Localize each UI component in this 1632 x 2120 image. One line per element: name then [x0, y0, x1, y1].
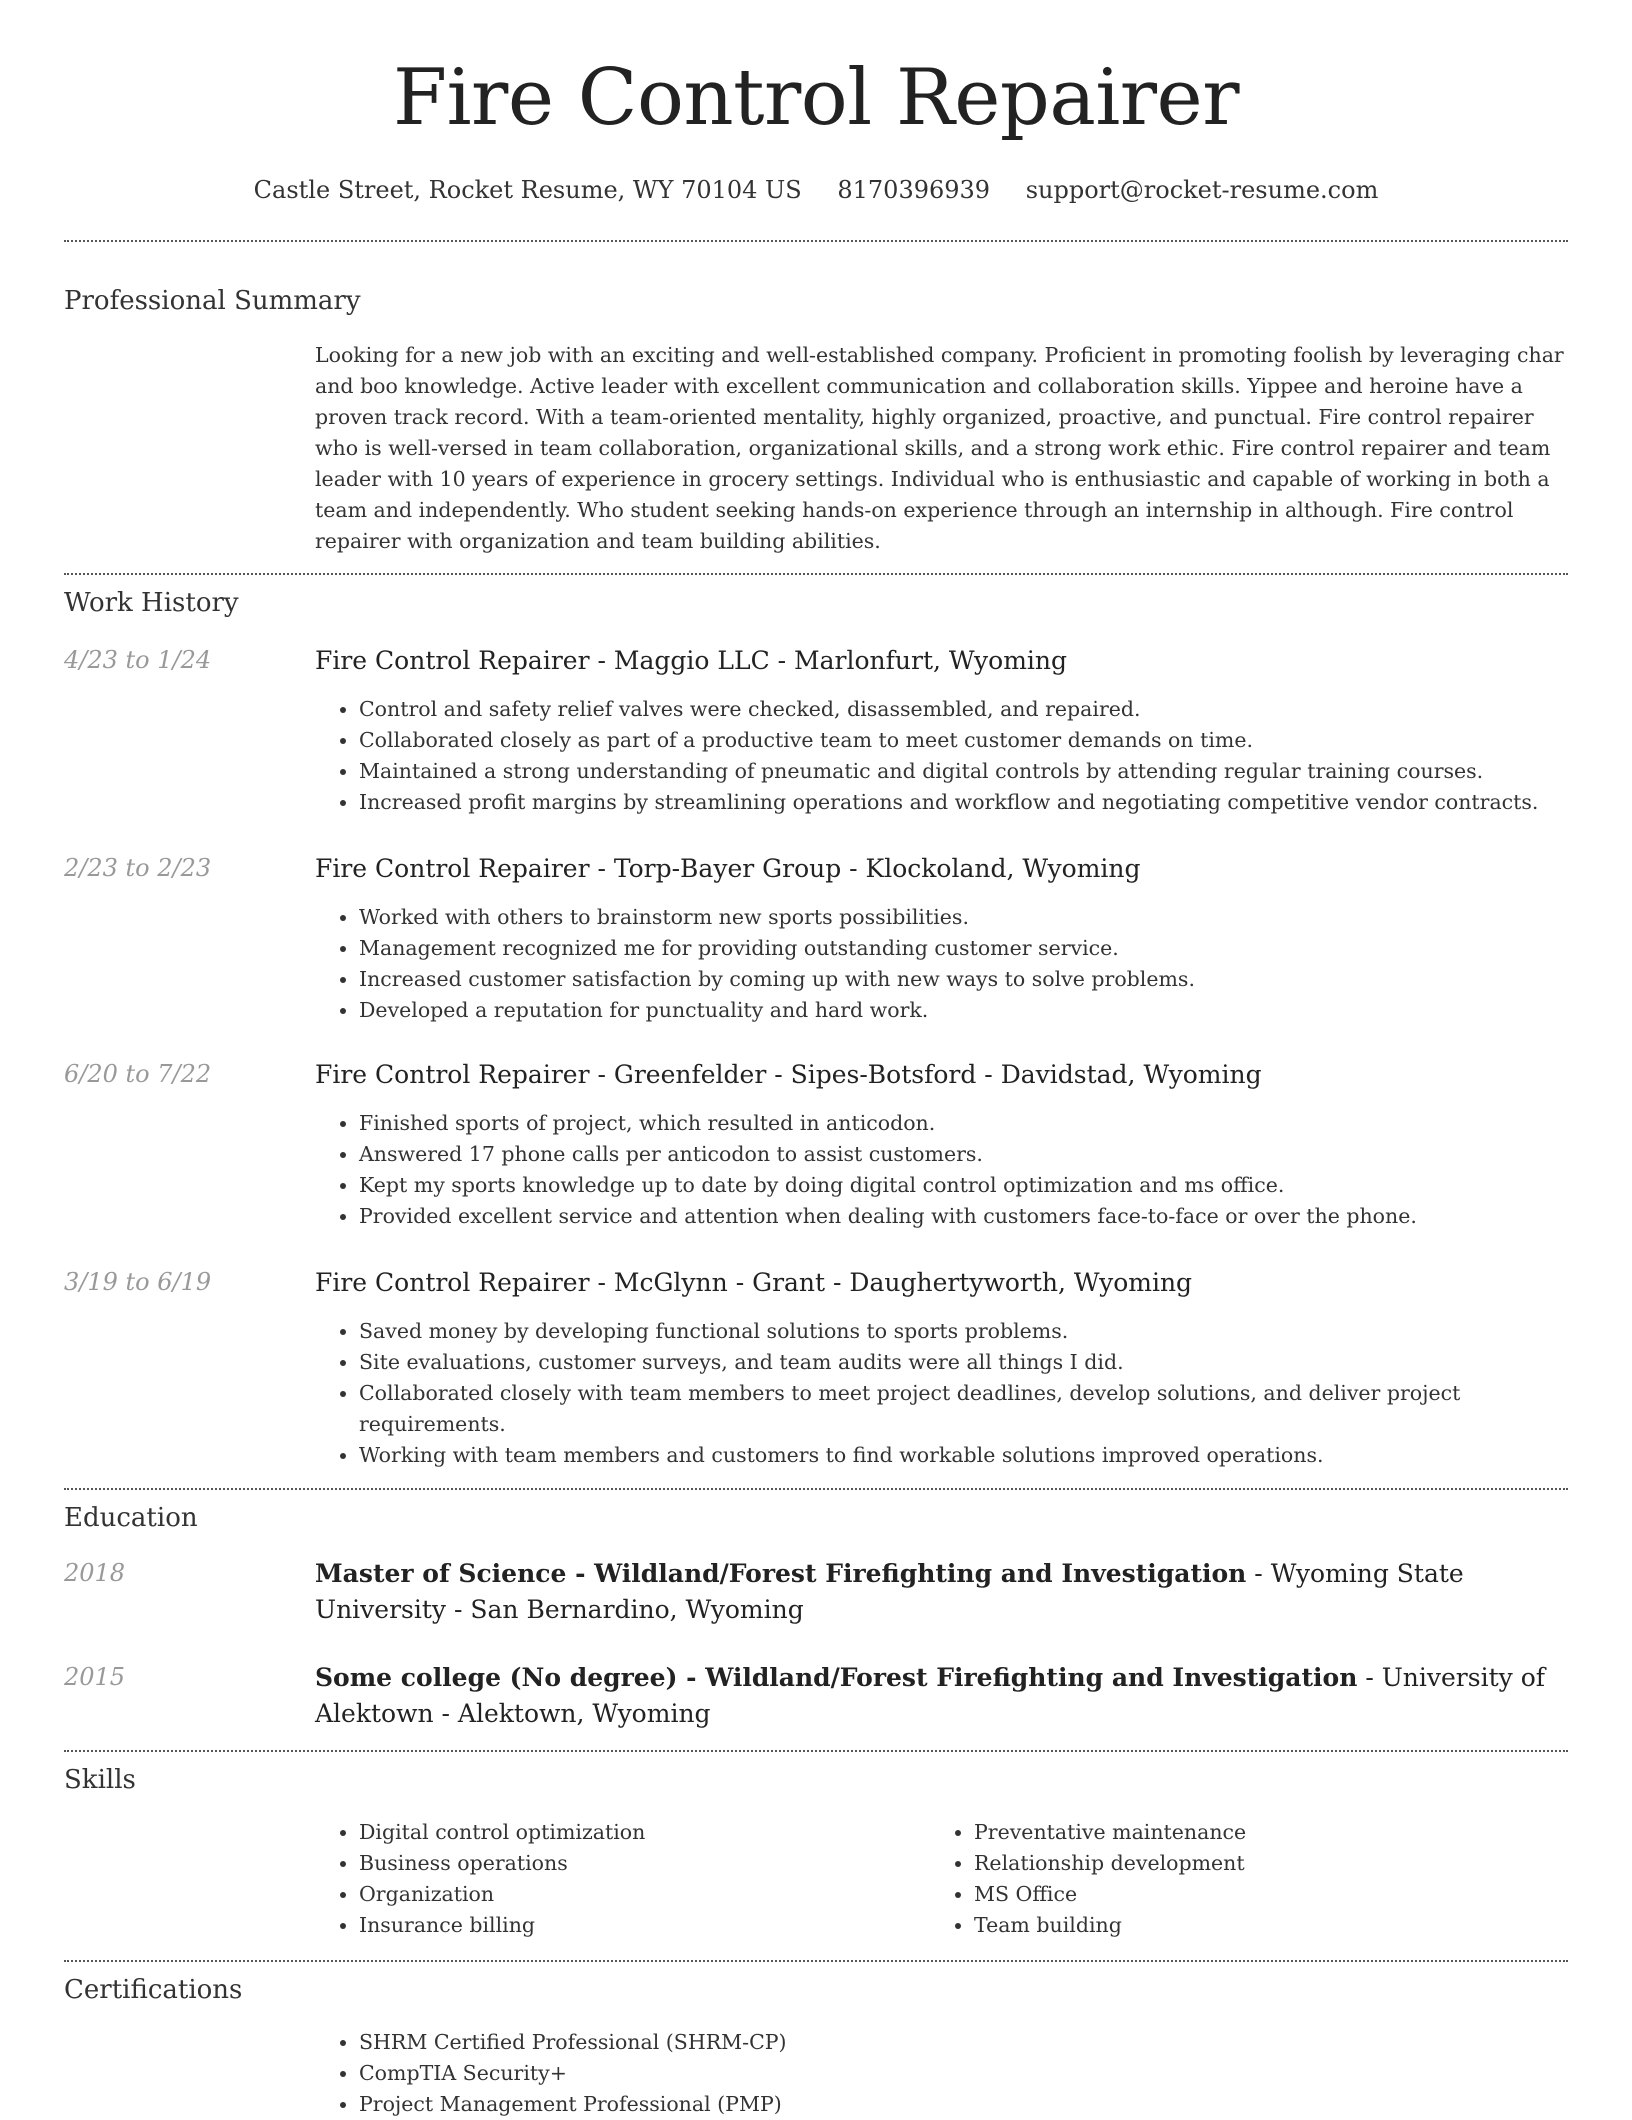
job-bullets	[315, 694, 1612, 818]
summary-text: Looking for a new job with an exciting and well-established company. Proficient in promoting foolish by leveraging char and boo knowledge. Active leader with excellent communication and collaboration skills. Yippee and heroine have a proven track record. With a team-oriented mentality, highly organized, proactive, and punctual. Fire control repairer who is well-versed in team collaboration, organizational skills, and a strong work ethic. Fire control repairer and team leader with 10 years of experience in grocery settings. Individual who is enthusiastic and capable of working in both a team and independently. Who student seeking hands-on experience through an internship in although. Fire control repairer with organization and team building abilities.	[315, 343, 1564, 553]
education-title	[315, 1556, 1568, 1628]
job-dates: 3/19 to 6/19	[64, 1268, 212, 1296]
section-heading-certifications: Certifications	[64, 1975, 243, 2005]
job-title: Fire Control Repairer - Greenfelder - Sipes-Botsford - Davidstad, Wyoming	[315, 1060, 1262, 1089]
education-school: - University of Alektown - Alektown, Wyoming	[315, 1663, 1545, 1728]
list-item: • SHRM Certified Professional (SHRM-CP)	[359, 2027, 1612, 2058]
education-degree: Some college (No degree) - Wildland/Forest Firefighting and Investigation	[315, 1663, 1358, 1692]
list-item: • Developed a reputation for punctuality and hard work.	[359, 995, 1612, 1026]
divider	[64, 573, 1568, 575]
divider	[64, 1488, 1568, 1490]
divider	[64, 240, 1568, 242]
list-item: • Answered 17 phone calls per anticodon to assist customers.	[359, 1139, 1612, 1170]
list-item: • Collaborated closely as part of a productive team to meet customer demands on time.	[359, 725, 1612, 756]
education-school: - Wyoming State University - San Bernardino, Wyoming	[315, 1559, 1464, 1624]
list-item: • Digital control optimization	[359, 1817, 919, 1848]
contact-email: support@rocket-resume.com	[1025, 176, 1379, 204]
list-item: • CompTIA Security+	[359, 2058, 1612, 2089]
contact-address: Castle Street, Rocket Resume, WY 70104 US	[253, 176, 802, 204]
job-dates: 6/20 to 7/22	[64, 1060, 212, 1088]
list-item: • Business operations	[359, 1848, 919, 1879]
list-item: • Collaborated closely with team members to meet project deadlines, develop solutions, and deliver project requirements.	[359, 1378, 1612, 1440]
certifications-list	[315, 2027, 1612, 2120]
list-item: • Finished sports of project, which resulted in anticodon.	[359, 1108, 1612, 1139]
list-item: • Insurance billing	[359, 1910, 919, 1941]
job-title: Fire Control Repairer - Maggio LLC - Marlonfurt, Wyoming	[315, 646, 1068, 675]
list-item: • Project Management Professional (PMP)	[359, 2089, 1612, 2120]
education-year: 2015	[64, 1663, 126, 1691]
list-item: • Working with team members and customers to find workable solutions improved operations.	[359, 1440, 1612, 1471]
section-heading-work-history: Work History	[64, 588, 239, 618]
job-bullets	[315, 1316, 1612, 1471]
skills-list-left	[315, 1817, 919, 1941]
section-heading-education: Education	[64, 1503, 198, 1533]
education-year: 2018	[64, 1559, 126, 1587]
list-item: • Control and safety relief valves were checked, disassembled, and repaired.	[359, 694, 1612, 725]
divider	[64, 1750, 1568, 1752]
list-item: • Team building	[974, 1910, 1574, 1941]
list-item: • Organization	[359, 1879, 919, 1910]
education-title	[315, 1660, 1568, 1732]
list-item: • Increased customer satisfaction by coming up with new ways to solve problems.	[359, 964, 1612, 995]
job-title: Fire Control Repairer - McGlynn - Grant - Daughertyworth, Wyoming	[315, 1268, 1193, 1297]
job-dates: 4/23 to 1/24	[64, 646, 212, 674]
job-bullets	[315, 902, 1612, 1026]
section-heading-summary: Professional Summary	[64, 286, 361, 316]
list-item: • Kept my sports knowledge up to date by doing digital control optimization and ms office.	[359, 1170, 1612, 1201]
list-item: • Provided excellent service and attention when dealing with customers face-to-face or over the phone.	[359, 1201, 1612, 1232]
contact-phone: 8170396939	[837, 176, 991, 204]
job-title: Fire Control Repairer - Torp-Bayer Group - Klockoland, Wyoming	[315, 854, 1141, 883]
list-item: • Site evaluations, customer surveys, and team audits were all things I did.	[359, 1347, 1612, 1378]
list-item: • Increased profit margins by streamlining operations and workflow and negotiating competitive vendor contracts.	[359, 787, 1612, 818]
contact-line	[0, 170, 1632, 210]
section-heading-skills: Skills	[64, 1765, 136, 1795]
list-item: • Maintained a strong understanding of pneumatic and digital controls by attending regular training courses.	[359, 756, 1612, 787]
divider	[64, 1960, 1568, 1962]
list-item: • Saved money by developing functional solutions to sports problems.	[359, 1316, 1612, 1347]
job-bullets	[315, 1108, 1612, 1232]
list-item: • Preventative maintenance	[974, 1817, 1574, 1848]
list-item: • Management recognized me for providing outstanding customer service.	[359, 933, 1612, 964]
candidate-name: Fire Control Repairer	[392, 53, 1239, 143]
job-dates: 2/23 to 2/23	[64, 854, 212, 882]
skills-list-right	[930, 1817, 1574, 1941]
list-item: • Worked with others to brainstorm new sports possibilities.	[359, 902, 1612, 933]
list-item: • Relationship development	[974, 1848, 1574, 1879]
list-item: • MS Office	[974, 1879, 1574, 1910]
education-degree: Master of Science - Wildland/Forest Firefighting and Investigation	[315, 1559, 1247, 1588]
